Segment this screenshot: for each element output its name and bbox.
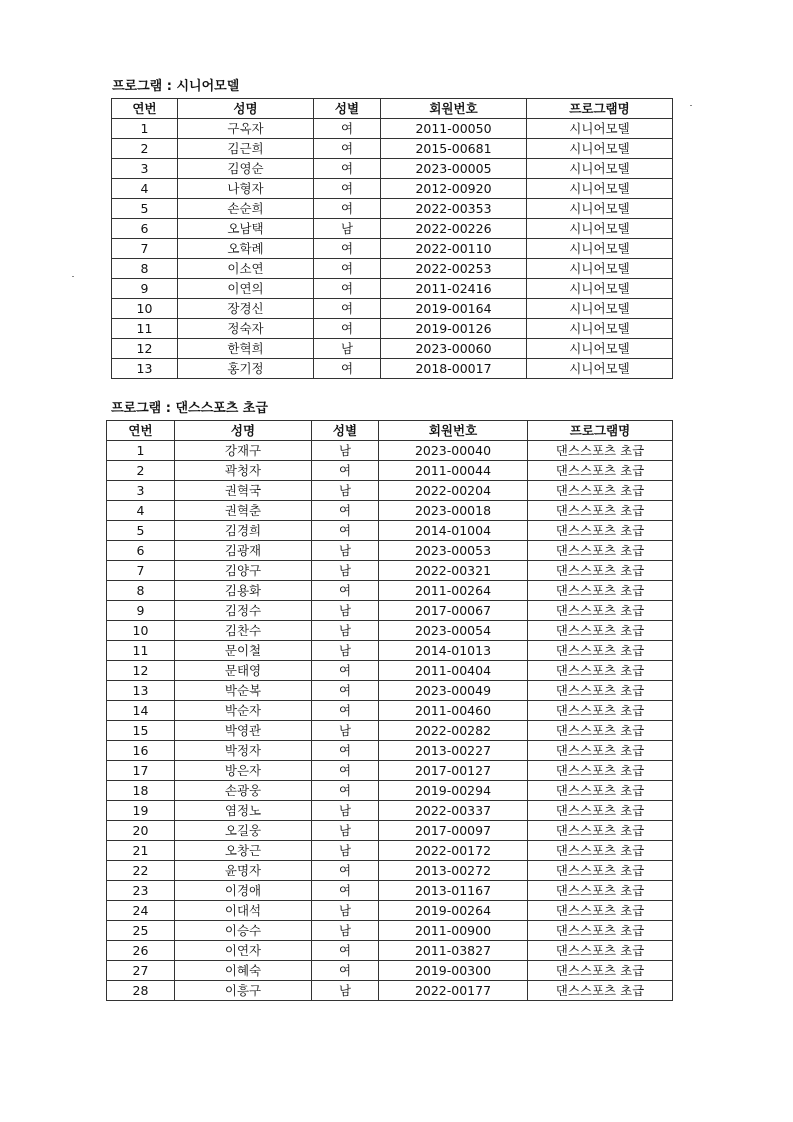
- program-name-cell: 댄스스포츠 초급: [528, 981, 673, 1001]
- member-id-cell: 2023-00054: [379, 621, 528, 641]
- gender-cell: 남: [312, 841, 379, 861]
- row-number-cell: 8: [107, 581, 175, 601]
- program-name-cell: 댄스스포츠 초급: [528, 921, 673, 941]
- row-number-cell: 26: [107, 941, 175, 961]
- table-row: [107, 661, 673, 681]
- header-program-name: 프로그램명: [527, 99, 673, 119]
- name-cell: 김정수: [175, 601, 312, 621]
- member-id-cell: 2017-00127: [379, 761, 528, 781]
- table-row: [107, 721, 673, 741]
- row-number-cell: 22: [107, 861, 175, 881]
- gender-cell: 여: [312, 881, 379, 901]
- member-id-cell: 2011-00900: [379, 921, 528, 941]
- row-number-cell: 4: [107, 501, 175, 521]
- header-program-name: 프로그램명: [528, 421, 673, 441]
- gender-cell: 여: [312, 521, 379, 541]
- program-name-cell: 시니어모델: [527, 179, 673, 199]
- table-row: [112, 359, 673, 379]
- member-id-cell: 2019-00294: [379, 781, 528, 801]
- row-number-cell: 6: [112, 219, 178, 239]
- table-row: [107, 621, 673, 641]
- scan-speck: [690, 105, 692, 106]
- table-row: [107, 561, 673, 581]
- name-cell: 손광웅: [175, 781, 312, 801]
- gender-cell: 여: [314, 199, 381, 219]
- name-cell: 방은자: [175, 761, 312, 781]
- row-number-cell: 10: [112, 299, 178, 319]
- table-row: [107, 941, 673, 961]
- row-number-cell: 9: [107, 601, 175, 621]
- program-name-cell: 댄스스포츠 초급: [528, 801, 673, 821]
- program-name-cell: 댄스스포츠 초급: [528, 901, 673, 921]
- row-number-cell: 24: [107, 901, 175, 921]
- table-row: [112, 159, 673, 179]
- table-row: [107, 521, 673, 541]
- row-number-cell: 17: [107, 761, 175, 781]
- gender-cell: 여: [312, 861, 379, 881]
- gender-cell: 남: [312, 441, 379, 461]
- program-title: 프로그램 : 댄스스포츠 초급: [111, 401, 268, 416]
- table-row: [112, 119, 673, 139]
- program-name-cell: 댄스스포츠 초급: [528, 561, 673, 581]
- gender-cell: 여: [314, 159, 381, 179]
- name-cell: 염정노: [175, 801, 312, 821]
- name-cell: 김광재: [175, 541, 312, 561]
- header-member-id: 회원번호: [379, 421, 528, 441]
- gender-cell: 남: [312, 921, 379, 941]
- member-id-cell: 2022-00321: [379, 561, 528, 581]
- row-number-cell: 7: [112, 239, 178, 259]
- name-cell: 김영순: [178, 159, 314, 179]
- table-row: [112, 219, 673, 239]
- row-number-cell: 3: [112, 159, 178, 179]
- row-number-cell: 5: [107, 521, 175, 541]
- row-number-cell: 20: [107, 821, 175, 841]
- member-id-cell: 2023-00018: [379, 501, 528, 521]
- program-name-cell: 댄스스포츠 초급: [528, 861, 673, 881]
- name-cell: 오창근: [175, 841, 312, 861]
- table-row: [107, 581, 673, 601]
- name-cell: 박순복: [175, 681, 312, 701]
- row-number-cell: 18: [107, 781, 175, 801]
- gender-cell: 남: [312, 561, 379, 581]
- row-number-cell: 14: [107, 701, 175, 721]
- row-number-cell: 12: [112, 339, 178, 359]
- name-cell: 나형자: [178, 179, 314, 199]
- member-id-cell: 2022-00172: [379, 841, 528, 861]
- gender-cell: 여: [312, 781, 379, 801]
- table-row: [107, 601, 673, 621]
- program-name-cell: 댄스스포츠 초급: [528, 941, 673, 961]
- header-member-id: 회원번호: [381, 99, 527, 119]
- table-header-row: [107, 421, 673, 441]
- name-cell: 정숙자: [178, 319, 314, 339]
- row-number-cell: 5: [112, 199, 178, 219]
- name-cell: 김용화: [175, 581, 312, 601]
- program-name-cell: 댄스스포츠 초급: [528, 581, 673, 601]
- member-id-cell: 2022-00337: [379, 801, 528, 821]
- gender-cell: 여: [312, 501, 379, 521]
- table-row: [112, 319, 673, 339]
- gender-cell: 여: [314, 139, 381, 159]
- name-cell: 박순자: [175, 701, 312, 721]
- gender-cell: 여: [314, 359, 381, 379]
- member-id-cell: 2011-00404: [379, 661, 528, 681]
- program-name-cell: 시니어모델: [527, 359, 673, 379]
- gender-cell: 여: [312, 961, 379, 981]
- gender-cell: 여: [314, 279, 381, 299]
- program-name-cell: 댄스스포츠 초급: [528, 721, 673, 741]
- program-name-cell: 시니어모델: [527, 159, 673, 179]
- member-id-cell: 2011-00460: [379, 701, 528, 721]
- member-id-cell: 2013-01167: [379, 881, 528, 901]
- table-row: [107, 861, 673, 881]
- row-number-cell: 1: [107, 441, 175, 461]
- row-number-cell: 8: [112, 259, 178, 279]
- gender-cell: 여: [312, 741, 379, 761]
- member-id-cell: 2017-00067: [379, 601, 528, 621]
- program-name-cell: 댄스스포츠 초급: [528, 541, 673, 561]
- row-number-cell: 12: [107, 661, 175, 681]
- gender-cell: 여: [312, 581, 379, 601]
- row-number-cell: 2: [112, 139, 178, 159]
- gender-cell: 남: [312, 901, 379, 921]
- gender-cell: 여: [312, 761, 379, 781]
- member-id-cell: 2023-00053: [379, 541, 528, 561]
- name-cell: 오남택: [178, 219, 314, 239]
- table-row: [107, 641, 673, 661]
- program-name-cell: 시니어모델: [527, 119, 673, 139]
- program-name-cell: 시니어모델: [527, 279, 673, 299]
- table-row: [107, 761, 673, 781]
- gender-cell: 여: [312, 941, 379, 961]
- member-id-cell: 2022-00110: [381, 239, 527, 259]
- gender-cell: 남: [312, 721, 379, 741]
- name-cell: 곽청자: [175, 461, 312, 481]
- program-name-cell: 댄스스포츠 초급: [528, 521, 673, 541]
- program-name-cell: 댄스스포츠 초급: [528, 881, 673, 901]
- member-table: [106, 420, 673, 1001]
- table-row: [112, 259, 673, 279]
- program-name-cell: 댄스스포츠 초급: [528, 661, 673, 681]
- member-id-cell: 2022-00177: [379, 981, 528, 1001]
- gender-cell: 여: [312, 681, 379, 701]
- row-number-cell: 28: [107, 981, 175, 1001]
- member-id-cell: 2017-00097: [379, 821, 528, 841]
- program-name-cell: 댄스스포츠 초급: [528, 461, 673, 481]
- member-id-cell: 2023-00040: [379, 441, 528, 461]
- program-name-cell: 댄스스포츠 초급: [528, 481, 673, 501]
- table-row: [107, 881, 673, 901]
- name-cell: 이대석: [175, 901, 312, 921]
- name-cell: 박영관: [175, 721, 312, 741]
- gender-cell: 남: [312, 981, 379, 1001]
- program-name-cell: 댄스스포츠 초급: [528, 841, 673, 861]
- row-number-cell: 27: [107, 961, 175, 981]
- gender-cell: 남: [312, 541, 379, 561]
- table-row: [112, 199, 673, 219]
- table-row: [112, 339, 673, 359]
- row-number-cell: 13: [112, 359, 178, 379]
- member-id-cell: 2022-00282: [379, 721, 528, 741]
- gender-cell: 남: [314, 219, 381, 239]
- table-row: [112, 179, 673, 199]
- row-number-cell: 10: [107, 621, 175, 641]
- name-cell: 윤명자: [175, 861, 312, 881]
- member-id-cell: 2013-00272: [379, 861, 528, 881]
- table-row: [107, 921, 673, 941]
- name-cell: 박정자: [175, 741, 312, 761]
- program-name-cell: 댄스스포츠 초급: [528, 961, 673, 981]
- gender-cell: 여: [312, 661, 379, 681]
- name-cell: 이승수: [175, 921, 312, 941]
- name-cell: 문이철: [175, 641, 312, 661]
- row-number-cell: 19: [107, 801, 175, 821]
- name-cell: 이경애: [175, 881, 312, 901]
- table-row: [107, 841, 673, 861]
- name-cell: 김찬수: [175, 621, 312, 641]
- program-name-cell: 댄스스포츠 초급: [528, 681, 673, 701]
- member-id-cell: 2014-01004: [379, 521, 528, 541]
- row-number-cell: 2: [107, 461, 175, 481]
- program-name-cell: 시니어모델: [527, 319, 673, 339]
- program-name-cell: 댄스스포츠 초급: [528, 441, 673, 461]
- header-row-number: 연번: [112, 99, 178, 119]
- gender-cell: 여: [314, 119, 381, 139]
- table-row: [107, 901, 673, 921]
- program-name-cell: 댄스스포츠 초급: [528, 601, 673, 621]
- row-number-cell: 7: [107, 561, 175, 581]
- gender-cell: 여: [314, 259, 381, 279]
- table-row: [107, 541, 673, 561]
- member-id-cell: 2019-00164: [381, 299, 527, 319]
- row-number-cell: 1: [112, 119, 178, 139]
- program-name-cell: 시니어모델: [527, 259, 673, 279]
- gender-cell: 남: [312, 801, 379, 821]
- table-row: [107, 981, 673, 1001]
- scan-speck: [72, 276, 74, 277]
- gender-cell: 남: [312, 601, 379, 621]
- table-row: [107, 481, 673, 501]
- header-gender: 성별: [312, 421, 379, 441]
- member-id-cell: 2019-00126: [381, 319, 527, 339]
- gender-cell: 여: [314, 239, 381, 259]
- header-row-number: 연번: [107, 421, 175, 441]
- member-id-cell: 2023-00060: [381, 339, 527, 359]
- row-number-cell: 21: [107, 841, 175, 861]
- gender-cell: 남: [312, 641, 379, 661]
- table-row: [112, 299, 673, 319]
- table-row: [107, 701, 673, 721]
- table-row: [107, 681, 673, 701]
- table-row: [112, 139, 673, 159]
- program-name-cell: 시니어모델: [527, 139, 673, 159]
- name-cell: 손순희: [178, 199, 314, 219]
- member-id-cell: 2022-00204: [379, 481, 528, 501]
- member-id-cell: 2022-00253: [381, 259, 527, 279]
- name-cell: 권혁국: [175, 481, 312, 501]
- table-row: [107, 501, 673, 521]
- member-id-cell: 2015-00681: [381, 139, 527, 159]
- row-number-cell: 6: [107, 541, 175, 561]
- name-cell: 문태영: [175, 661, 312, 681]
- member-id-cell: 2011-02416: [381, 279, 527, 299]
- table-row: [107, 441, 673, 461]
- row-number-cell: 4: [112, 179, 178, 199]
- program-name-cell: 댄스스포츠 초급: [528, 821, 673, 841]
- program-name-cell: 댄스스포츠 초급: [528, 701, 673, 721]
- gender-cell: 남: [312, 481, 379, 501]
- gender-cell: 남: [312, 621, 379, 641]
- header-name: 성명: [175, 421, 312, 441]
- name-cell: 이혜숙: [175, 961, 312, 981]
- program-name-cell: 시니어모델: [527, 239, 673, 259]
- name-cell: 이연의: [178, 279, 314, 299]
- table-header-row: [112, 99, 673, 119]
- program-name-cell: 댄스스포츠 초급: [528, 741, 673, 761]
- row-number-cell: 3: [107, 481, 175, 501]
- member-id-cell: 2011-03827: [379, 941, 528, 961]
- member-table: [111, 98, 673, 379]
- member-id-cell: 2012-00920: [381, 179, 527, 199]
- name-cell: 권혁춘: [175, 501, 312, 521]
- name-cell: 김양구: [175, 561, 312, 581]
- program-name-cell: 시니어모델: [527, 299, 673, 319]
- row-number-cell: 25: [107, 921, 175, 941]
- table-row: [112, 239, 673, 259]
- program-title: 프로그램 : 시니어모델: [112, 79, 240, 94]
- row-number-cell: 16: [107, 741, 175, 761]
- name-cell: 홍기정: [178, 359, 314, 379]
- name-cell: 강재구: [175, 441, 312, 461]
- name-cell: 김경희: [175, 521, 312, 541]
- gender-cell: 여: [314, 319, 381, 339]
- program-name-cell: 댄스스포츠 초급: [528, 761, 673, 781]
- name-cell: 오길웅: [175, 821, 312, 841]
- gender-cell: 남: [314, 339, 381, 359]
- member-id-cell: 2011-00050: [381, 119, 527, 139]
- member-id-cell: 2011-00264: [379, 581, 528, 601]
- row-number-cell: 9: [112, 279, 178, 299]
- program-name-cell: 시니어모델: [527, 219, 673, 239]
- row-number-cell: 23: [107, 881, 175, 901]
- row-number-cell: 11: [112, 319, 178, 339]
- member-id-cell: 2022-00226: [381, 219, 527, 239]
- name-cell: 김근희: [178, 139, 314, 159]
- row-number-cell: 15: [107, 721, 175, 741]
- member-id-cell: 2023-00049: [379, 681, 528, 701]
- gender-cell: 여: [312, 461, 379, 481]
- member-id-cell: 2013-00227: [379, 741, 528, 761]
- program-name-cell: 댄스스포츠 초급: [528, 781, 673, 801]
- program-name-cell: 시니어모델: [527, 339, 673, 359]
- program-name-cell: 댄스스포츠 초급: [528, 641, 673, 661]
- table-row: [107, 801, 673, 821]
- table-row: [107, 461, 673, 481]
- name-cell: 이흥구: [175, 981, 312, 1001]
- member-id-cell: 2014-01013: [379, 641, 528, 661]
- name-cell: 장경신: [178, 299, 314, 319]
- name-cell: 오학례: [178, 239, 314, 259]
- name-cell: 한혁희: [178, 339, 314, 359]
- name-cell: 구옥자: [178, 119, 314, 139]
- table-row: [107, 961, 673, 981]
- gender-cell: 남: [312, 821, 379, 841]
- row-number-cell: 13: [107, 681, 175, 701]
- member-id-cell: 2023-00005: [381, 159, 527, 179]
- gender-cell: 여: [312, 701, 379, 721]
- program-name-cell: 시니어모델: [527, 199, 673, 219]
- row-number-cell: 11: [107, 641, 175, 661]
- program-name-cell: 댄스스포츠 초급: [528, 621, 673, 641]
- table-row: [112, 279, 673, 299]
- table-row: [107, 781, 673, 801]
- gender-cell: 여: [314, 179, 381, 199]
- member-id-cell: 2011-00044: [379, 461, 528, 481]
- member-id-cell: 2019-00300: [379, 961, 528, 981]
- name-cell: 이소연: [178, 259, 314, 279]
- table-row: [107, 821, 673, 841]
- name-cell: 이연자: [175, 941, 312, 961]
- table-row: [107, 741, 673, 761]
- member-id-cell: 2022-00353: [381, 199, 527, 219]
- gender-cell: 여: [314, 299, 381, 319]
- header-name: 성명: [178, 99, 314, 119]
- member-id-cell: 2018-00017: [381, 359, 527, 379]
- program-name-cell: 댄스스포츠 초급: [528, 501, 673, 521]
- header-gender: 성별: [314, 99, 381, 119]
- member-id-cell: 2019-00264: [379, 901, 528, 921]
